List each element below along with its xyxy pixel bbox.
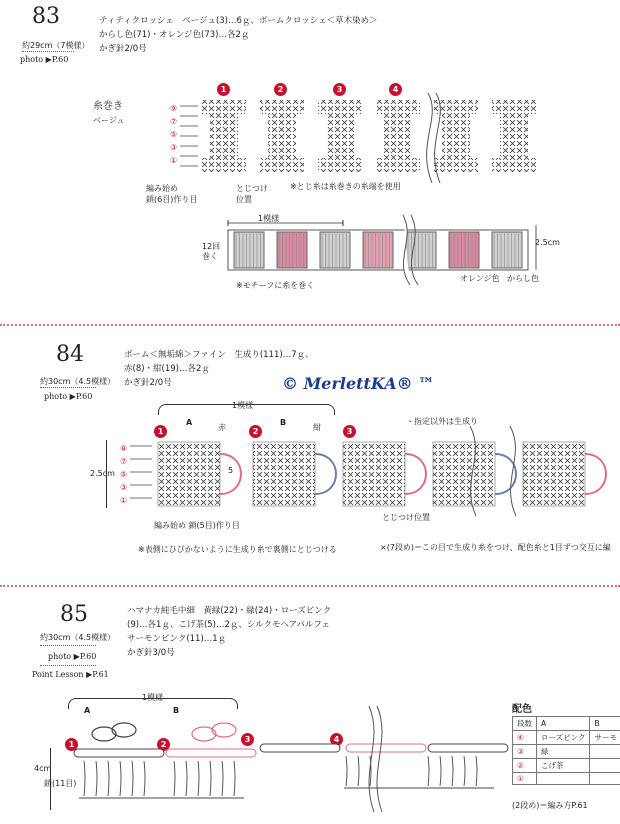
material-line: かぎ針2/0号 bbox=[99, 44, 147, 54]
pattern-85-materials bbox=[127, 604, 331, 660]
navy-color-label: 紺 bbox=[313, 423, 321, 432]
one-pattern-label: 1模様 bbox=[142, 693, 164, 702]
color-label-beige: ベージュ bbox=[93, 116, 125, 125]
table-cell: ③ bbox=[513, 745, 537, 759]
step-marker-3: 3 bbox=[343, 425, 356, 438]
chain-label: 鎖(11目) bbox=[44, 779, 77, 788]
material-line: (9)…各1ｇ、こげ茶(5)…2ｇ、シルクモヘアパルフェ bbox=[127, 620, 330, 630]
height-dimension-line bbox=[106, 440, 107, 508]
join-position-label bbox=[236, 183, 268, 205]
point-lesson-ref[interactable]: Point Lesson ▶P.61 bbox=[32, 670, 109, 679]
material-line: ティティクロッシェ ベージュ(3)…6ｇ、ボームクロッシェ＜草木染め＞ bbox=[99, 16, 378, 26]
table-cell: サーモ bbox=[590, 731, 620, 745]
wrap-label-line: 巻く bbox=[202, 252, 218, 261]
step-marker-3: 3 bbox=[333, 83, 346, 96]
row-number: ⑦ bbox=[170, 117, 178, 126]
front-note: ※表側にひびかないように生成り糸で裏側にとじつける bbox=[138, 545, 337, 554]
row-number-column bbox=[120, 442, 127, 507]
step-marker-4: 4 bbox=[330, 733, 343, 746]
table-header-row bbox=[513, 717, 620, 731]
table-row bbox=[513, 773, 620, 785]
wrap-label-line: 12回 bbox=[202, 242, 221, 251]
table-cell: ② bbox=[513, 759, 537, 773]
row7-note: ×(7段め)＝この目で生成り糸をつけ、配色糸と1目ずつ交互に編 bbox=[380, 543, 611, 552]
flowerpot-stitch-chart bbox=[74, 716, 514, 812]
row-number: ③ bbox=[120, 483, 128, 492]
material-line: 赤(8)・紺(19)…各2ｇ bbox=[124, 364, 210, 374]
section-divider bbox=[0, 585, 620, 587]
pattern-83-materials bbox=[99, 14, 378, 56]
material-line: からし色(71)・オレンジ色(73)…各2ｇ bbox=[99, 30, 250, 40]
start-label: 編み始め 鎖(5目)作り目 bbox=[154, 521, 240, 530]
table-cell: ① bbox=[513, 773, 537, 785]
one-pattern-label: 1模様 bbox=[258, 214, 280, 223]
table-cell: ローズピンク bbox=[537, 731, 590, 745]
material-line: サーモンピンク(11)…1ｇ bbox=[127, 634, 227, 644]
pattern-85-size: 約30cm（4.5模様） bbox=[40, 633, 116, 642]
color-table-grid bbox=[512, 716, 620, 785]
table-cell bbox=[590, 745, 620, 759]
cup-stitch-chart bbox=[130, 436, 620, 514]
material-line: ボーム＜無垢綿＞ファイン 生成り(111)…7ｇ、 bbox=[124, 350, 314, 360]
copyright-watermark: © MerlettKA® ™ bbox=[282, 374, 435, 393]
part-a-label: A bbox=[84, 706, 91, 715]
spool-segment bbox=[406, 232, 436, 268]
start-label-line: 編み始め bbox=[146, 184, 178, 193]
pattern-83-photo-ref[interactable]: photo ▶P.60 bbox=[20, 55, 69, 64]
step-marker-1: 1 bbox=[217, 83, 230, 96]
join-yarn-note: ※とじ糸は糸巻きの糸端を使用 bbox=[290, 182, 401, 191]
table-cell bbox=[590, 759, 620, 773]
step-marker-1: 1 bbox=[65, 738, 78, 751]
row-number: ① bbox=[120, 496, 128, 505]
part-a-label: A bbox=[186, 418, 193, 427]
section-title-spool: 糸巻き bbox=[93, 101, 123, 112]
join-label-line: とじつけ bbox=[236, 184, 268, 193]
step-marker-1: 1 bbox=[154, 425, 167, 438]
step-marker-4: 4 bbox=[389, 83, 402, 96]
spool-segment bbox=[363, 232, 393, 268]
wrap-count-label bbox=[202, 242, 220, 262]
color-table-title: 配色 bbox=[512, 704, 532, 715]
default-color-note: ・指定以外は生成り bbox=[406, 417, 478, 426]
step-marker-2: 2 bbox=[249, 425, 262, 438]
table-row bbox=[513, 759, 620, 773]
pattern-85-number: 85 bbox=[60, 602, 88, 627]
spool-segment bbox=[234, 232, 264, 268]
table-cell: 緑 bbox=[537, 745, 590, 759]
start-label bbox=[146, 183, 197, 205]
pattern-83-number: 83 bbox=[32, 4, 60, 29]
height-label: 2.5cm bbox=[535, 238, 560, 247]
row-number-column bbox=[170, 102, 177, 167]
height-label: 4cm bbox=[34, 764, 52, 773]
part-b-label: B bbox=[280, 418, 287, 427]
spool-segment bbox=[492, 232, 522, 268]
color-table bbox=[512, 716, 620, 785]
spool-stitch-chart bbox=[180, 98, 560, 183]
height-label: 2.5cm bbox=[90, 469, 115, 478]
step-marker-2: 2 bbox=[157, 738, 170, 751]
wound-spool-bar bbox=[228, 220, 538, 280]
row-number: ⑤ bbox=[170, 130, 178, 139]
spool-segment bbox=[449, 232, 479, 268]
table-cell bbox=[537, 773, 590, 785]
table-header-cell: 段数 bbox=[513, 717, 537, 731]
start-label-line: 鎖(6目)作り目 bbox=[146, 195, 198, 204]
table-row bbox=[513, 745, 620, 759]
divider-dots bbox=[40, 665, 96, 666]
row-number: ③ bbox=[170, 143, 178, 152]
red-color-label: 赤 bbox=[218, 423, 226, 432]
stitch-count-label: 5 bbox=[228, 466, 234, 475]
step-marker-3: 3 bbox=[241, 733, 254, 746]
table-cell: ④ bbox=[513, 731, 537, 745]
divider-dots bbox=[22, 51, 74, 52]
pattern-bracket bbox=[68, 698, 238, 709]
pattern-84-photo-ref[interactable]: photo ▶P.60 bbox=[44, 392, 93, 401]
join-position-label: とじつけ位置 bbox=[382, 513, 430, 522]
table-header-cell: B bbox=[590, 717, 620, 731]
pattern-84-size: 約30cm（4.5模様） bbox=[40, 377, 116, 386]
table-cell: こげ茶 bbox=[537, 759, 590, 773]
row-number: ⑤ bbox=[120, 470, 128, 479]
material-line: かぎ針3/0号 bbox=[127, 648, 175, 658]
pattern-bracket bbox=[158, 404, 335, 415]
material-line: ハマナカ純毛中細 黄緑(22)・緑(24)・ローズピンク bbox=[127, 606, 332, 616]
spool-segment bbox=[320, 232, 350, 268]
pattern-83-size: 約29cm（7模様） bbox=[22, 41, 90, 50]
table-header-cell: A bbox=[537, 717, 590, 731]
section-divider bbox=[0, 324, 620, 326]
orange-color-label: オレンジ色 bbox=[460, 274, 500, 283]
divider-dots bbox=[40, 387, 96, 388]
material-line: かぎ針2/0号 bbox=[124, 378, 172, 388]
pattern-84-number: 84 bbox=[56, 342, 84, 367]
spool-segment bbox=[277, 232, 307, 268]
step-marker-2: 2 bbox=[274, 83, 287, 96]
row-number: ⑨ bbox=[170, 104, 178, 113]
row-number: ⑧ bbox=[120, 444, 128, 453]
table-row bbox=[513, 731, 620, 745]
join-label-line: 位置 bbox=[236, 195, 252, 204]
wrap-note: ※モチーフに糸を巻く bbox=[236, 281, 315, 290]
divider-dots bbox=[40, 645, 96, 646]
row-number: ⑦ bbox=[120, 457, 128, 466]
row-number: ① bbox=[170, 156, 178, 165]
one-pattern-label: 1模様 bbox=[232, 401, 254, 410]
table-cell bbox=[590, 773, 620, 785]
row2-method-note: (2段め)＝編み方P.61 bbox=[512, 801, 588, 810]
part-b-label: B bbox=[173, 706, 180, 715]
pattern-85-photo-ref[interactable]: photo ▶P.60 bbox=[48, 652, 97, 661]
mustard-color-label: からし色 bbox=[507, 274, 539, 283]
